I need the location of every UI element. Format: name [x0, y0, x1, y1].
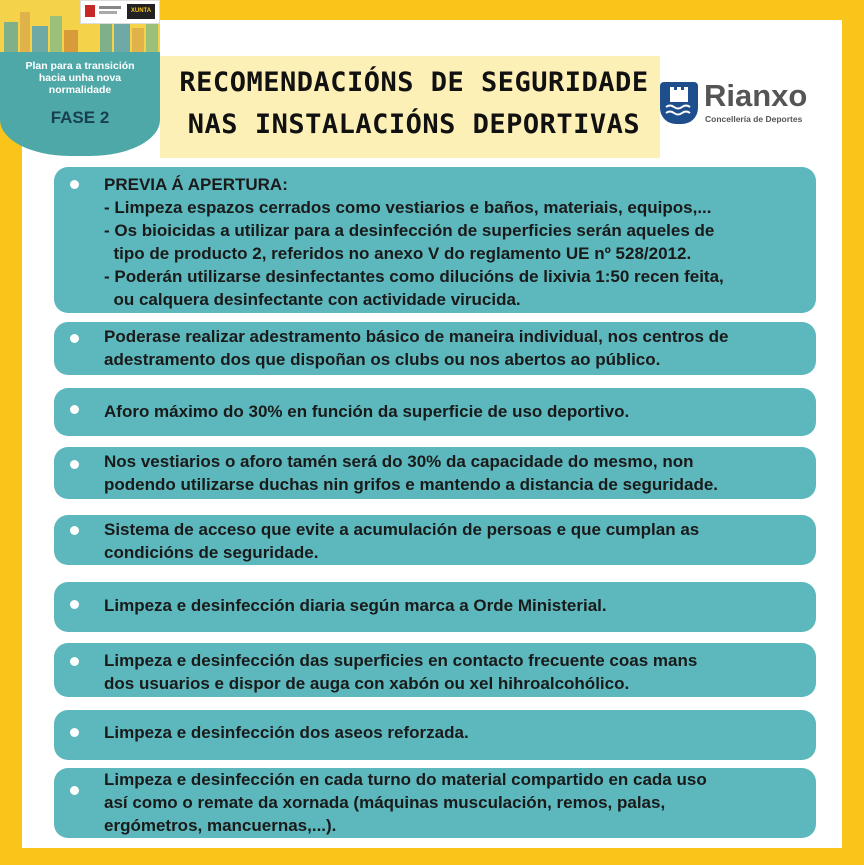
bullet-icon: [70, 600, 79, 609]
recommendation-line: podendo utilizarse duchas nin grifos e mantendo a distancia de seguridade.: [104, 475, 719, 494]
phase-label: FASE 2: [50, 108, 110, 127]
recommendation-line: - Poderán utilizarse desinfectantes como dilucións de lixivia 1:50 recen feita,: [104, 267, 724, 286]
recommendation-line: - Os bioicidas a utilizar para a desinfección de superficies serán aqueles de: [104, 221, 715, 240]
recommendation-box: [54, 322, 816, 375]
recommendation-line: dos usuarios e dispor de auga con xabón ou xel hihroalcohólico.: [104, 674, 630, 693]
page-title: [174, 62, 654, 146]
title-line-2: NAS INSTALACIÓNS DEPORTIVAS: [187, 109, 641, 140]
recommendation-line: Limpeza e desinfección en cada turno do material compartido en cada uso: [104, 770, 707, 789]
recommendation-box: [54, 710, 816, 760]
recommendation-line: tipo de producto 2, referidos no anexo V do reglamento UE nº 528/2012.: [104, 244, 692, 263]
recommendation-box: [54, 388, 816, 436]
recommendation-box: [54, 447, 816, 499]
recommendation-box: [54, 582, 816, 632]
bullet-icon: [70, 405, 79, 414]
recommendation-line: condicións de seguridade.: [104, 543, 319, 562]
recommendation-box: [54, 515, 816, 565]
recommendation-line: PREVIA Á APERTURA:: [104, 175, 288, 194]
logo-subtitle: Concellería de Deportes: [705, 114, 803, 124]
bullet-icon: [70, 657, 79, 666]
title-line-1: RECOMENDACIÓNS DE SEGURIDADE: [179, 67, 649, 98]
recommendation-line: Limpeza e desinfección dos aseos reforzada.: [104, 723, 469, 742]
plan-text: Plan para a transición hacia unha nova normalidade: [25, 60, 135, 96]
crest-icon: [660, 82, 698, 124]
recommendation-line: Limpeza e desinfección diaria según marca a Orde Ministerial.: [104, 596, 607, 615]
bullet-icon: [70, 786, 79, 795]
rianxo-logo: [658, 80, 828, 130]
bullet-icon: [70, 180, 79, 189]
recommendation-box: [54, 643, 816, 697]
bullet-icon: [70, 460, 79, 469]
recommendation-box: [54, 768, 816, 838]
bullet-icon: [70, 526, 79, 535]
institution-logos: XUNTA: [80, 0, 160, 24]
recommendation-line: - Limpeza espazos cerrados como vestiarios e baños, materiais, equipos,...: [104, 198, 712, 217]
recommendation-line: Sistema de acceso que evite a acumulación de persoas e que cumplan as: [104, 520, 700, 539]
bullet-icon: [70, 728, 79, 737]
recommendation-line: adestramento dos que dispoñan os clubs ou nos abertos ao público.: [104, 350, 661, 369]
recommendation-line: Aforo máximo do 30% en función da superficie de uso deportivo.: [104, 402, 630, 421]
recommendation-line: así como o remate da xornada (máquinas musculación, remos, palas,: [104, 793, 666, 812]
logo-name: Rianxo: [704, 78, 808, 113]
recommendation-line: ergómetros, mancuernas,...).: [104, 816, 337, 835]
recommendation-line: Nos vestiarios o aforo tamén será do 30% da capacidade do mesmo, non: [104, 452, 694, 471]
recommendation-line: Poderase realizar adestramento básico de maneira individual, nos centros de: [104, 327, 729, 346]
bullet-icon: [70, 334, 79, 343]
recommendation-line: ou calquera desinfectante con actividade virucida.: [104, 290, 521, 309]
phase-shield: [0, 52, 160, 156]
recommendation-box: [54, 167, 816, 313]
recommendation-line: Limpeza e desinfección das superficies en contacto frecuente coas mans: [104, 651, 698, 670]
